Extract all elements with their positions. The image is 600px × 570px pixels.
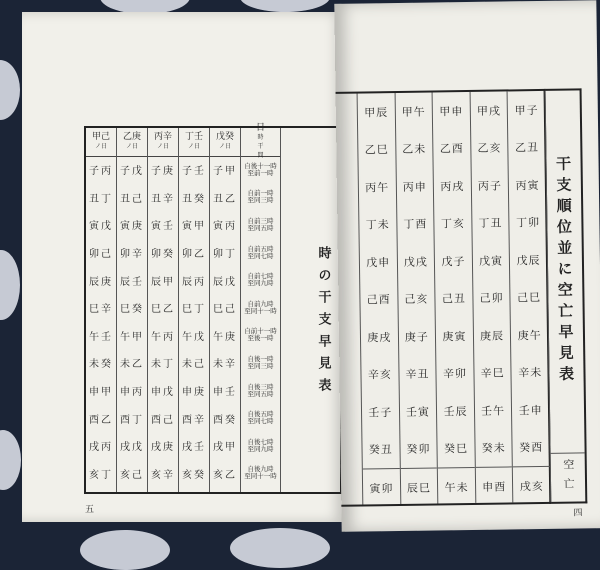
time-range-end: 至同十一時 <box>244 472 277 481</box>
stem-branch-cell: 庚辰 <box>479 329 505 343</box>
background-pattern-blob <box>230 528 330 568</box>
stem-branch-cell: 戌戊 <box>120 442 144 454</box>
stem-branch-cell: 戌庚 <box>151 442 175 454</box>
time-range-start: 自後十一時 <box>244 161 277 170</box>
stem-branch-cell: 癸卯 <box>406 442 431 457</box>
column-header <box>86 128 116 157</box>
time-range-end: 至同七時 <box>247 251 274 260</box>
stem-branch-cell: 酉乙 <box>89 414 113 426</box>
time-range-end: 至同五時 <box>247 223 274 232</box>
stem-branch-cell: 甲辰 <box>364 105 389 120</box>
stem-branch-cell: 戊辰 <box>516 253 541 268</box>
time-range-end: 至前一時 <box>247 168 274 177</box>
time-range-end: 至後一時 <box>247 334 274 343</box>
stem-branch-cell: 子丙 <box>89 166 113 178</box>
stem-branch-cell: 丁卯 <box>516 216 541 230</box>
time-range-cell <box>241 211 280 239</box>
column-header-stems: 丙辛 <box>153 132 172 142</box>
stem-branch-cell: 甲午 <box>401 105 426 119</box>
stem-branch-cell: 丙寅 <box>515 178 540 193</box>
time-range-end: 至同九時 <box>247 444 274 453</box>
column-header-suffix: ノ日 <box>156 143 169 150</box>
time-range-cell <box>241 349 280 377</box>
stem-branch-cell: 庚子 <box>404 330 429 344</box>
time-range-cell <box>241 266 280 294</box>
stem-branch-cell: 癸巳 <box>443 442 469 456</box>
stem-branch-cell: 己巳 <box>517 291 542 305</box>
stem-branch-cell: 巳辛 <box>89 304 113 316</box>
stem-branch-cell: 辰庚 <box>89 276 113 288</box>
time-range-start: 自前五時 <box>247 244 274 253</box>
cycle-column <box>395 92 438 503</box>
column-header-stems: 甲己 <box>91 132 110 142</box>
left-page <box>22 12 344 522</box>
stem-branch-cell: 戊子 <box>441 254 466 269</box>
stem-branch-cell: 亥己 <box>120 469 144 481</box>
time-range-start: 自後七時 <box>247 437 274 446</box>
stem-branch-cell: 戊戌 <box>403 255 428 269</box>
stem-branch-cell: 己亥 <box>404 292 429 307</box>
stem-branch-cell: 未乙 <box>120 359 144 371</box>
background-pattern-blob <box>0 430 21 490</box>
stem-branch-cell: 丙申 <box>402 180 427 194</box>
stem-branch-cell: 丁丑 <box>478 216 503 231</box>
stem-branch-cell: 午未 <box>438 467 475 506</box>
time-header-label: 干 <box>257 143 264 150</box>
stem-branch-cell: 酉辛 <box>182 414 206 426</box>
stem-branch-cell: 未己 <box>182 359 206 371</box>
time-header-sub: 時 <box>257 134 264 141</box>
stem-column <box>179 128 210 492</box>
stem-branch-cell: 丑己 <box>120 193 144 205</box>
stem-branch-cell: 庚寅 <box>442 329 467 344</box>
time-range-cell <box>241 239 280 267</box>
kuubou-label: 空亡 <box>551 452 586 501</box>
stem-branch-cell: 壬子 <box>368 405 393 420</box>
stem-branch-cell: 壬辰 <box>443 404 468 419</box>
stem-branch-cell: 亥癸 <box>182 469 206 481</box>
stem-branch-cell: 庚午 <box>517 328 542 343</box>
time-range-cell <box>241 322 280 350</box>
time-range-column <box>241 123 281 492</box>
stem-branch-cell: 寅戊 <box>89 221 113 233</box>
stem-branch-cell: 午甲 <box>120 331 144 343</box>
stem-branch-cell: 辛未 <box>518 366 543 380</box>
stem-branch-cell: 辛亥 <box>367 368 392 382</box>
column-header <box>210 128 240 157</box>
stem-branch-cell: 癸酉 <box>519 441 544 455</box>
time-range-start: 自前一時 <box>247 189 274 198</box>
time-range-cell <box>241 377 280 405</box>
stem-branch-cell: 辰丙 <box>182 276 206 288</box>
time-header-label: 間 <box>257 152 264 159</box>
stem-branch-cell: 卯己 <box>89 249 113 261</box>
stem-branch-cell: 戌壬 <box>182 442 206 454</box>
stem-branch-cell: 巳癸 <box>120 304 144 316</box>
stem-branch-cell: 甲戌 <box>476 104 502 118</box>
time-column-header <box>241 123 280 159</box>
time-range-end: 至同三時 <box>247 196 274 205</box>
column-header-suffix: ノ日 <box>218 143 231 150</box>
stem-branch-cell: 未丁 <box>151 359 175 371</box>
column-header <box>117 128 147 157</box>
stem-branch-cell: 戌丙 <box>89 442 113 454</box>
stem-branch-cell: 乙未 <box>402 142 427 157</box>
stem-branch-cell: 巳己 <box>213 304 237 316</box>
page-number-right: 四 <box>573 508 583 519</box>
stem-branch-cell: 午庚 <box>213 331 237 343</box>
time-range-cell <box>241 460 280 488</box>
column-header <box>148 128 178 157</box>
stem-branch-cell: 戊申 <box>366 255 391 270</box>
stem-branch-cell: 酉癸 <box>213 414 237 426</box>
time-range-end: 至同九時 <box>247 279 274 288</box>
stem-branch-cell: 壬寅 <box>405 405 431 419</box>
stem-branch-cell: 子戊 <box>120 166 144 178</box>
time-range-start: 自後九時 <box>247 465 274 474</box>
stem-branch-cell: 丙午 <box>365 180 390 195</box>
stem-branch-cell: 辰甲 <box>151 276 175 288</box>
stem-branch-cell: 辛巳 <box>480 366 505 381</box>
time-header-top: 日 <box>255 123 265 133</box>
stem-branch-cell: 乙酉 <box>439 142 464 156</box>
time-range-start: 自前三時 <box>247 216 274 225</box>
background-pattern-blob <box>80 530 170 570</box>
column-header-suffix: ノ日 <box>125 143 138 150</box>
stem-branch-cell: 未癸 <box>89 359 113 371</box>
stem-column <box>148 128 179 492</box>
stem-branch-cell: 丑乙 <box>213 193 237 205</box>
stem-branch-cell: 申酉 <box>476 466 513 505</box>
stem-branch-cell: 子庚 <box>151 166 175 178</box>
stem-branch-cell: 午丙 <box>151 331 175 343</box>
stem-branch-cell: 卯辛 <box>120 249 144 261</box>
time-range-end: 至同五時 <box>247 389 274 398</box>
stem-branch-cell: 辰戊 <box>213 276 237 288</box>
stem-branch-cell: 亥乙 <box>213 469 237 481</box>
stem-branch-cell: 申壬 <box>213 387 237 399</box>
stem-branch-cell: 丑丁 <box>89 193 113 205</box>
background-pattern-blob <box>240 0 330 12</box>
stem-branch-cell: 午壬 <box>89 331 113 343</box>
page-number-left: 五 <box>85 505 95 515</box>
sexagenary-order-table <box>336 89 552 507</box>
time-range-cell <box>241 294 280 322</box>
stem-branch-cell: 丙子 <box>477 179 503 193</box>
stem-branch-cell: 酉己 <box>151 414 175 426</box>
stem-branch-cell: 寅卯 <box>363 468 400 507</box>
stem-branch-cell: 申庚 <box>182 387 206 399</box>
time-range-cell <box>241 156 280 184</box>
stem-branch-cell: 壬午 <box>481 404 506 418</box>
time-range-end: 至同十一時 <box>244 306 277 315</box>
stem-branch-cell: 辛丑 <box>405 367 430 382</box>
stem-branch-cell: 子甲 <box>213 166 237 178</box>
stem-branch-cell: 寅丙 <box>213 221 237 233</box>
hour-stem-branch-table <box>84 123 342 494</box>
right-table-title: 干支順位並に空亡早見表 <box>553 155 576 387</box>
cycle-column <box>508 91 551 502</box>
time-range-start: 自前七時 <box>247 272 274 281</box>
stem-branch-cell: 甲申 <box>439 104 464 119</box>
column-header <box>179 128 209 157</box>
stem-branch-cell: 午戊 <box>182 331 206 343</box>
stem-branch-cell: 戌甲 <box>213 442 237 454</box>
stem-branch-cell: 申戊 <box>151 387 175 399</box>
stem-branch-cell: 卯癸 <box>151 249 175 261</box>
stem-branch-cell: 辰巳 <box>400 467 437 506</box>
stem-branch-cell: 丑癸 <box>182 193 206 205</box>
stem-branch-cell: 丁亥 <box>440 217 465 231</box>
right-page <box>334 0 600 532</box>
column-header-stems: 丁壬 <box>184 132 203 142</box>
stem-branch-cell: 戌亥 <box>513 466 550 505</box>
stem-branch-cell: 壬申 <box>518 403 543 418</box>
stem-branch-cell: 戊寅 <box>478 254 504 268</box>
stem-branch-cell: 庚戌 <box>367 330 392 345</box>
time-range-start: 自後三時 <box>247 382 274 391</box>
stem-branch-cell: 申丙 <box>120 387 144 399</box>
cycle-column <box>433 92 476 503</box>
stem-branch-cell: 申甲 <box>89 387 113 399</box>
stem-branch-cell: 寅甲 <box>182 221 206 233</box>
column-header-stems: 乙庚 <box>122 132 141 142</box>
stem-column <box>210 128 241 492</box>
cycle-column <box>470 91 513 502</box>
background-pattern-blob <box>0 60 20 120</box>
time-range-end: 至同三時 <box>247 361 274 370</box>
stem-branch-cell: 丙戌 <box>440 179 465 194</box>
time-range-cell <box>241 404 280 432</box>
stem-branch-cell: 亥丁 <box>89 469 113 481</box>
stem-branch-cell: 己丑 <box>441 292 467 306</box>
stem-column <box>117 128 148 492</box>
column-header-suffix: ノ日 <box>187 143 200 150</box>
time-range-cell <box>241 184 280 212</box>
stem-branch-cell: 卯丁 <box>213 249 237 261</box>
time-range-cell <box>241 432 280 460</box>
stem-branch-cell: 寅壬 <box>151 221 175 233</box>
stem-branch-cell: 辛卯 <box>442 367 468 381</box>
stem-branch-cell: 癸未 <box>481 441 506 456</box>
stem-branch-cell: 寅庚 <box>120 221 144 233</box>
stem-branch-cell: 己卯 <box>479 291 504 306</box>
stem-column <box>86 128 117 492</box>
stem-branch-cell: 丑辛 <box>151 193 175 205</box>
column-header-suffix: ノ日 <box>94 143 107 150</box>
stem-branch-cell: 己酉 <box>366 293 391 307</box>
stem-branch-cell: 子壬 <box>182 166 206 178</box>
time-range-start: 自後一時 <box>247 354 274 363</box>
stem-branch-cell: 酉丁 <box>120 414 144 426</box>
stem-branch-cell: 丁未 <box>365 218 390 232</box>
stem-branch-cell: 乙亥 <box>477 141 502 156</box>
stem-branch-cell: 巳乙 <box>151 304 175 316</box>
stem-branch-cell: 甲子 <box>514 103 539 118</box>
stem-branch-cell: 未辛 <box>213 359 237 371</box>
right-table-title-box <box>546 88 588 503</box>
stem-branch-cell: 丁酉 <box>403 217 428 232</box>
stem-branch-cell: 癸丑 <box>368 443 393 457</box>
stem-branch-cell: 亥辛 <box>151 469 175 481</box>
stem-branch-cell: 乙巳 <box>364 143 389 157</box>
stem-branch-cell: 辰壬 <box>120 276 144 288</box>
cycle-column <box>358 93 401 504</box>
stem-branch-cell: 卯乙 <box>182 249 206 261</box>
background-pattern-blob <box>0 250 20 320</box>
time-range-start: 自前九時 <box>247 299 274 308</box>
stem-branch-cell: 巳丁 <box>182 304 206 316</box>
left-table-title: 時の干支早見表 <box>315 246 331 400</box>
column-header-stems: 戊癸 <box>215 132 234 142</box>
stem-branch-cell: 乙丑 <box>514 141 540 155</box>
time-range-start: 自前十一時 <box>244 327 277 336</box>
time-range-end: 至同七時 <box>247 417 274 426</box>
time-range-start: 自後五時 <box>247 410 274 419</box>
